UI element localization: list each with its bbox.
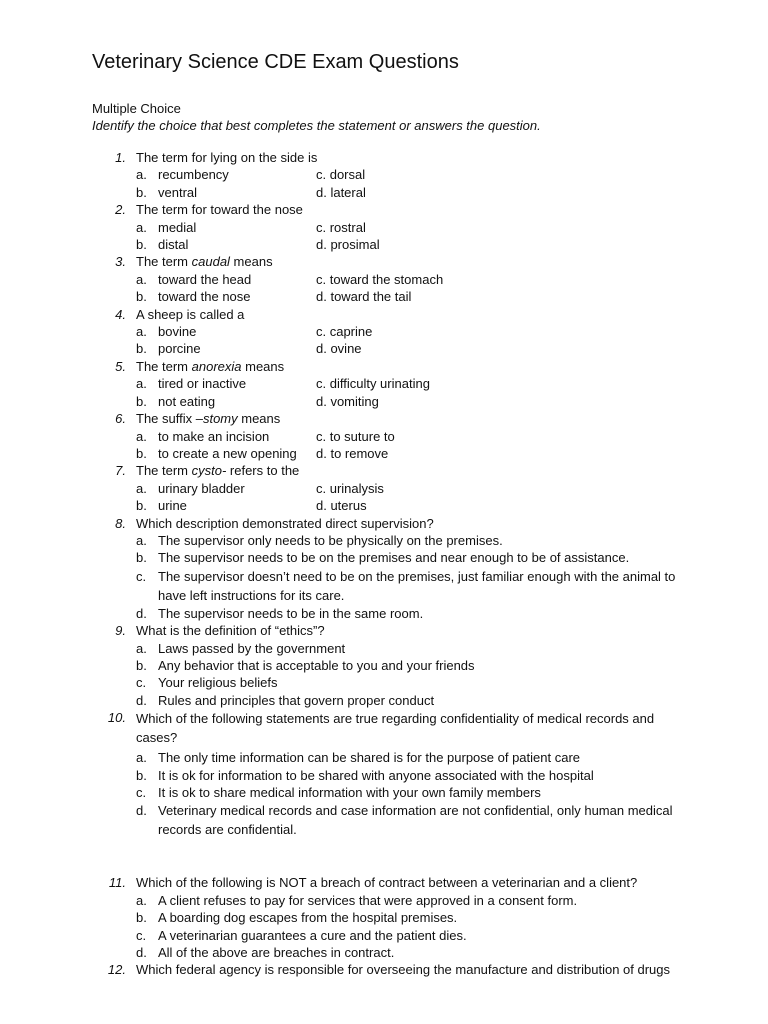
question-text: The term for toward the nose	[136, 202, 303, 218]
option-c: c. to suture to	[316, 428, 395, 444]
option-b: b. Any behavior that is acceptable to you and your friends	[136, 657, 475, 673]
option-d: d. Veterinary medical records and case information are not confidential, only human medical records are confidential.	[136, 803, 673, 838]
page-title: Veterinary Science CDE Exam Questions	[92, 51, 459, 73]
question-number: 2.	[115, 202, 126, 218]
question-12	[92, 961, 692, 978]
question-number: 3.	[115, 254, 126, 270]
option-a: a. to make an incision	[136, 428, 270, 444]
option-a: a. urinary bladder	[136, 480, 245, 496]
question-8	[92, 515, 692, 623]
question-text: The suffix –stomy means	[136, 411, 281, 427]
section-heading: Multiple Choice	[92, 101, 181, 116]
question-text: What is the definition of “ethics”?	[136, 623, 325, 639]
option-a: a. Laws passed by the government	[136, 640, 346, 656]
option-c: c. A veterinarian guarantees a cure and the patient dies.	[136, 927, 467, 943]
question-text: The term anorexia means	[136, 358, 285, 374]
question-number: 6.	[115, 411, 126, 427]
options-list	[136, 749, 692, 839]
option-c: c. urinalysis	[316, 480, 384, 496]
option-a: a. A client refuses to pay for services that were approved in a consent form.	[136, 892, 578, 908]
question-2	[92, 201, 692, 253]
option-d: d. All of the above are breaches in contract.	[136, 945, 395, 961]
question-7	[92, 462, 692, 514]
option-d: d. uterus	[316, 498, 367, 514]
option-b: b. porcine	[136, 341, 201, 357]
option-c: c. difficulty urinating	[316, 376, 430, 392]
options-grid	[136, 323, 692, 358]
question-1	[92, 149, 692, 201]
question-9	[92, 622, 692, 709]
spacer	[92, 839, 692, 874]
question-number: 9.	[115, 623, 126, 639]
option-a: a. medial	[136, 219, 197, 235]
question-5	[92, 358, 692, 410]
option-d: d. Rules and principles that govern proper conduct	[136, 692, 435, 708]
question-number: 7.	[115, 463, 126, 479]
question-number: 10.	[107, 710, 126, 726]
question-4	[92, 306, 692, 358]
question-10	[92, 709, 692, 839]
question-number: 4.	[115, 306, 126, 322]
question-number: 12.	[107, 962, 126, 978]
options-list	[136, 892, 692, 962]
option-c: c. Your religious beliefs	[136, 675, 278, 691]
options-grid	[136, 428, 692, 463]
question-text: Which federal agency is responsible for overseeing the manufacture and distribution of drugs	[136, 962, 671, 978]
question-3	[92, 253, 692, 305]
question-number: 8.	[115, 515, 126, 531]
options-grid	[136, 166, 692, 201]
option-c: c. rostral	[316, 219, 366, 235]
option-c: c. The supervisor doesn’t need to be on the premises, just familiar enough with the animal to have left instructions for its care.	[136, 568, 676, 603]
option-d: d. vomiting	[316, 393, 379, 409]
option-d: d. lateral	[316, 184, 366, 200]
question-text: Which description demonstrated direct supervision?	[136, 515, 434, 531]
option-a: a. toward the head	[136, 271, 252, 287]
options-grid	[136, 271, 692, 306]
option-b: b. to create a new opening	[136, 445, 297, 461]
option-a: a. recumbency	[136, 167, 229, 183]
option-b: b. The supervisor needs to be on the premises and near enough to be of assistance.	[136, 550, 630, 566]
question-text: Which of the following statements are true regarding confidentiality of medical records and cases?	[136, 711, 655, 746]
options-grid	[136, 219, 692, 254]
option-a: a. The only time information can be shared is for the purpose of patient care	[136, 750, 581, 766]
options-grid	[136, 375, 692, 410]
question-11	[92, 874, 692, 961]
instructions: Identify the choice that best completes the statement or answers the question.	[92, 118, 541, 133]
option-a: a. The supervisor only needs to be physically on the premises.	[136, 532, 503, 548]
option-d: d. to remove	[316, 445, 389, 461]
option-d: d. ovine	[316, 341, 362, 357]
question-6	[92, 410, 692, 462]
question-text: The term caudal means	[136, 254, 273, 270]
option-c: c. caprine	[316, 324, 373, 340]
option-c: c. dorsal	[316, 167, 366, 183]
option-c: c. It is ok to share medical information with your own family members	[136, 785, 541, 800]
option-b: b. It is ok for information to be shared with anyone associated with the hospital	[136, 767, 594, 783]
question-number: 5.	[115, 358, 126, 374]
question-text: A sheep is called a	[136, 306, 245, 322]
question-text: The term cysto- refers to the	[136, 463, 300, 479]
option-d: d. prosimal	[316, 237, 380, 253]
option-b: b. ventral	[136, 184, 198, 200]
option-b: b. toward the nose	[136, 289, 251, 305]
option-b: b. A boarding dog escapes from the hospital premises.	[136, 910, 458, 926]
question-text: The term for lying on the side is	[136, 150, 318, 165]
question-text: Which of the following is NOT a breach of contract between a veterinarian and a client?	[136, 875, 638, 891]
options-list	[136, 532, 692, 622]
option-b: b. not eating	[136, 393, 216, 409]
exam-page	[92, 48, 692, 979]
question-number: 1.	[115, 150, 126, 165]
options-grid	[136, 480, 692, 515]
question-number: 11.	[108, 875, 126, 891]
options-list	[136, 640, 692, 710]
option-d: d. toward the tail	[316, 289, 412, 305]
option-b: b. urine	[136, 498, 187, 514]
option-c: c. toward the stomach	[316, 271, 444, 287]
option-b: b. distal	[136, 237, 189, 253]
option-a: a. bovine	[136, 324, 197, 340]
option-a: a. tired or inactive	[136, 376, 247, 392]
option-d: d. The supervisor needs to be in the same room.	[136, 605, 424, 621]
